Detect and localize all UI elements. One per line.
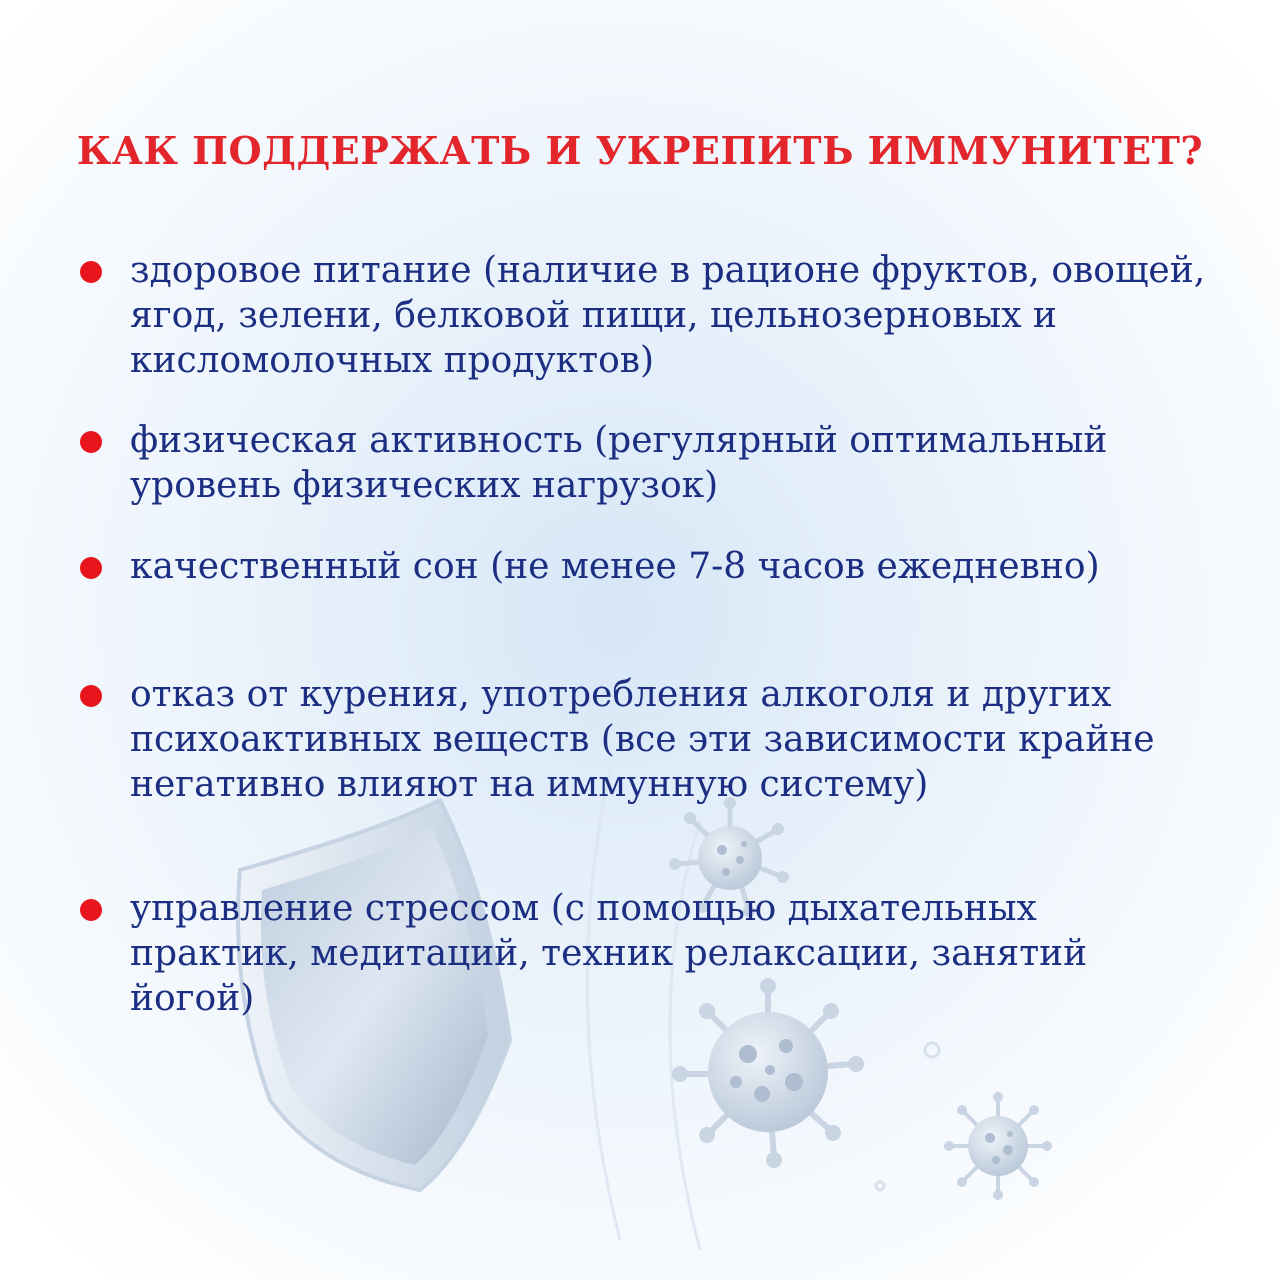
bullet-dot: [80, 261, 102, 283]
list-item-text: качественный сон (не менее 7-8 часов ежедневно): [130, 546, 1100, 587]
list-item-text: физическая активность (регулярный оптимальный уровень физических нагрузок): [130, 420, 1108, 506]
list-item: [130, 544, 1210, 589]
list-item: [130, 248, 1210, 383]
list-item: [130, 672, 1210, 807]
list-item-text: отказ от курения, употребления алкоголя и других психоактивных веществ (все эти зависимости крайне негативно влияют на иммунную систему): [130, 674, 1155, 805]
bullet-dot: [80, 557, 102, 579]
bullet-dot: [80, 431, 102, 453]
list-item-text: управление стрессом (с помощью дыхательных практик, медитаций, техник релаксации, занятий йогой): [130, 888, 1088, 1019]
list-item: [130, 418, 1210, 508]
list-item-text: здоровое питание (наличие в рационе фруктов, овощей, ягод, зелени, белковой пищи, цельнозерновых и кисломолочных продуктов): [130, 250, 1206, 381]
bullet-dot: [80, 899, 102, 921]
list-item: [130, 886, 1210, 1021]
bullet-dot: [80, 685, 102, 707]
page-title: КАК ПОДДЕРЖАТЬ И УКРЕПИТЬ ИММУНИТЕТ?: [76, 128, 1204, 173]
